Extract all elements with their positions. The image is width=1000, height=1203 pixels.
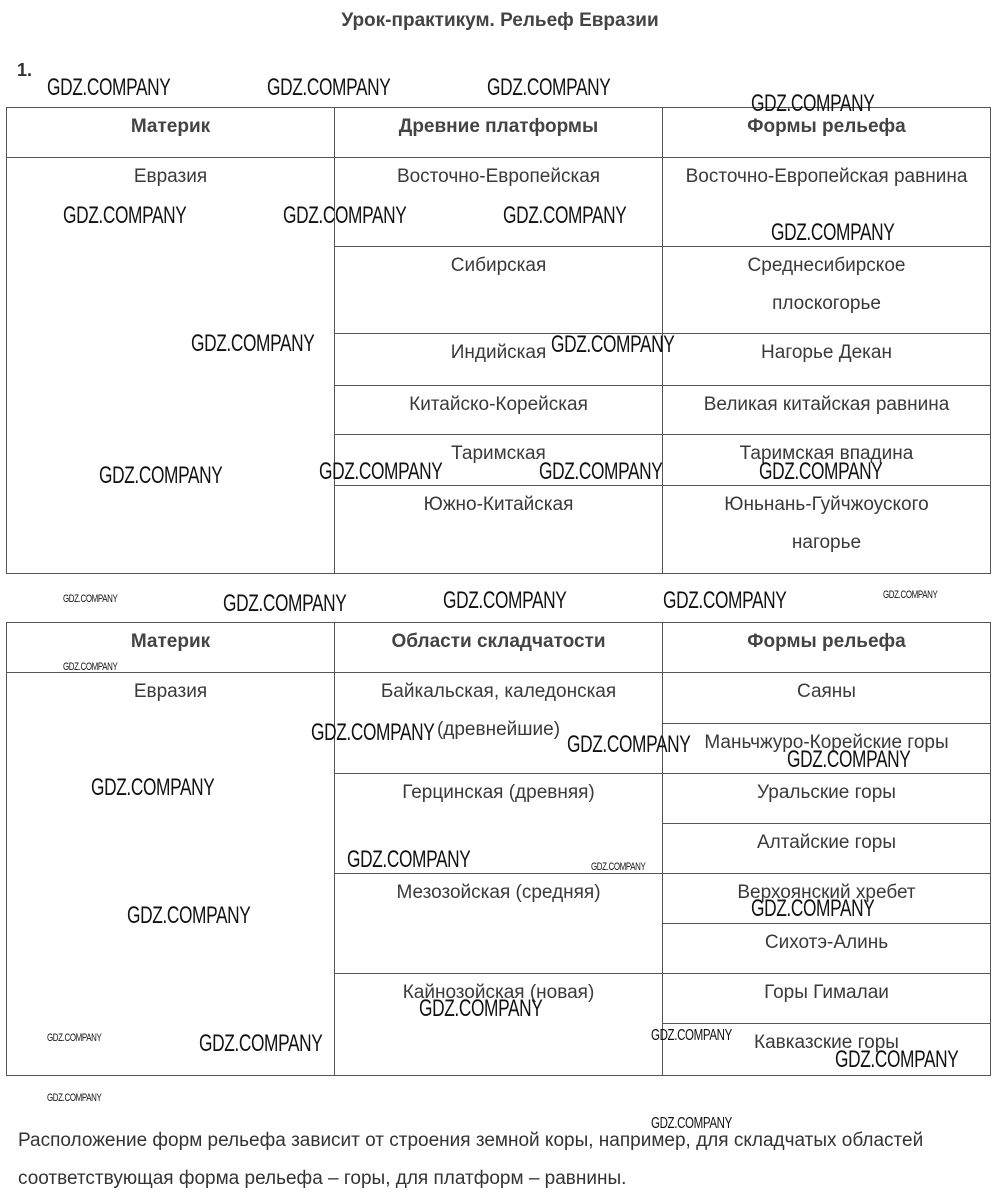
- conclusion-text: Расположение форм рельефа зависит от строения земной коры, например, для складчатых областей соответствующая форма рельефа – горы, для платформ – равнины.: [18, 1130, 924, 1189]
- watermark: GDZ.COMPANY: [319, 458, 443, 485]
- relief-cell: Юньнань-Гуйчжоуского нагорье: [662, 485, 991, 574]
- platform-cell: Южно-Китайская: [334, 485, 663, 574]
- relief-cell: Маньчжуро-Корейские горы: [662, 723, 991, 774]
- watermark: GDZ.COMPANY: [751, 895, 875, 922]
- folding-cell: Кайнозойская (новая): [334, 973, 663, 1076]
- watermark: GDZ.COMPANY: [99, 462, 223, 489]
- watermark: GDZ.COMPANY: [787, 746, 911, 773]
- continent-cell: Евразия: [6, 157, 335, 574]
- watermark: GDZ.COMPANY: [539, 458, 663, 485]
- watermark: GDZ.COMPANY: [651, 1115, 732, 1132]
- header-continent: Материк: [6, 107, 335, 158]
- watermark: GDZ.COMPANY: [311, 719, 435, 746]
- watermark: GDZ.COMPANY: [771, 219, 895, 246]
- watermark: GDZ.COMPANY: [551, 331, 675, 358]
- relief-cell: Таримская впадина: [662, 434, 991, 486]
- platform-cell: Таримская: [334, 434, 663, 486]
- watermark: GDZ.COMPANY: [591, 861, 646, 873]
- header-folding: Области складчатости: [334, 622, 663, 673]
- platform-cell: Сибирская: [334, 246, 663, 334]
- relief-cell: Нагорье Декан: [662, 333, 991, 386]
- folding-cell: Мезозойская (средняя): [334, 873, 663, 974]
- watermark: GDZ.COMPANY: [47, 1092, 102, 1104]
- relief-cell: Восточно-Европейская равнина: [662, 157, 991, 247]
- watermark: GDZ.COMPANY: [91, 774, 215, 801]
- watermark: GDZ.COMPANY: [751, 90, 875, 117]
- relief-cell: Верхоянский хребет: [662, 873, 991, 924]
- watermark: GDZ.COMPANY: [267, 74, 391, 101]
- relief-cell: Алтайские горы: [662, 823, 991, 874]
- relief-cell: Среднесибирское плоскогорье: [662, 246, 991, 334]
- relief-cell: Уральские горы: [662, 773, 991, 824]
- watermark: GDZ.COMPANY: [835, 1046, 959, 1073]
- platform-cell: Восточно-Европейская: [334, 157, 663, 247]
- relief-cell: Великая китайская равнина: [662, 385, 991, 435]
- relief-cell: Сихотэ-Алинь: [662, 923, 991, 974]
- watermark: GDZ.COMPANY: [567, 731, 691, 758]
- watermark: GDZ.COMPANY: [419, 995, 543, 1022]
- watermark: GDZ.COMPANY: [759, 458, 883, 485]
- watermark: GDZ.COMPANY: [47, 74, 171, 101]
- watermark: GDZ.COMPANY: [503, 202, 627, 229]
- relief-cell: Кавказские горы: [662, 1023, 991, 1076]
- watermark: GDZ.COMPANY: [651, 1027, 732, 1044]
- platform-cell: Индийская: [334, 333, 663, 386]
- continent-cell: Евразия: [6, 672, 335, 1076]
- platform-cell: Китайско-Корейская: [334, 385, 663, 435]
- watermark: GDZ.COMPANY: [663, 587, 787, 614]
- header-relief: Формы рельефа: [662, 622, 991, 673]
- watermark: GDZ.COMPANY: [191, 330, 315, 357]
- task-number: 1.: [17, 60, 33, 80]
- header-platforms: Древние платформы: [334, 107, 663, 158]
- relief-cell: Саяны: [662, 672, 991, 724]
- page-title: Урок-практикум. Рельеф Евразии: [341, 10, 659, 31]
- watermark: GDZ.COMPANY: [127, 902, 251, 929]
- watermark: GDZ.COMPANY: [487, 74, 611, 101]
- watermark: GDZ.COMPANY: [47, 1032, 102, 1044]
- watermark: GDZ.COMPANY: [283, 202, 407, 229]
- watermark: GDZ.COMPANY: [443, 587, 567, 614]
- folding-cell: Байкальская, каледонская (древнейшие): [334, 672, 663, 774]
- watermark: GDZ.COMPANY: [63, 593, 118, 605]
- header-continent: Материк: [6, 622, 335, 673]
- watermark: GDZ.COMPANY: [883, 589, 938, 601]
- watermark: GDZ.COMPANY: [347, 846, 471, 873]
- watermark: GDZ.COMPANY: [199, 1030, 323, 1057]
- watermark: GDZ.COMPANY: [63, 661, 118, 673]
- header-relief: Формы рельефа: [662, 107, 991, 158]
- folding-cell: Герцинская (древняя): [334, 773, 663, 874]
- watermark: GDZ.COMPANY: [223, 590, 347, 617]
- watermark: GDZ.COMPANY: [63, 202, 187, 229]
- relief-cell: Горы Гималаи: [662, 973, 991, 1024]
